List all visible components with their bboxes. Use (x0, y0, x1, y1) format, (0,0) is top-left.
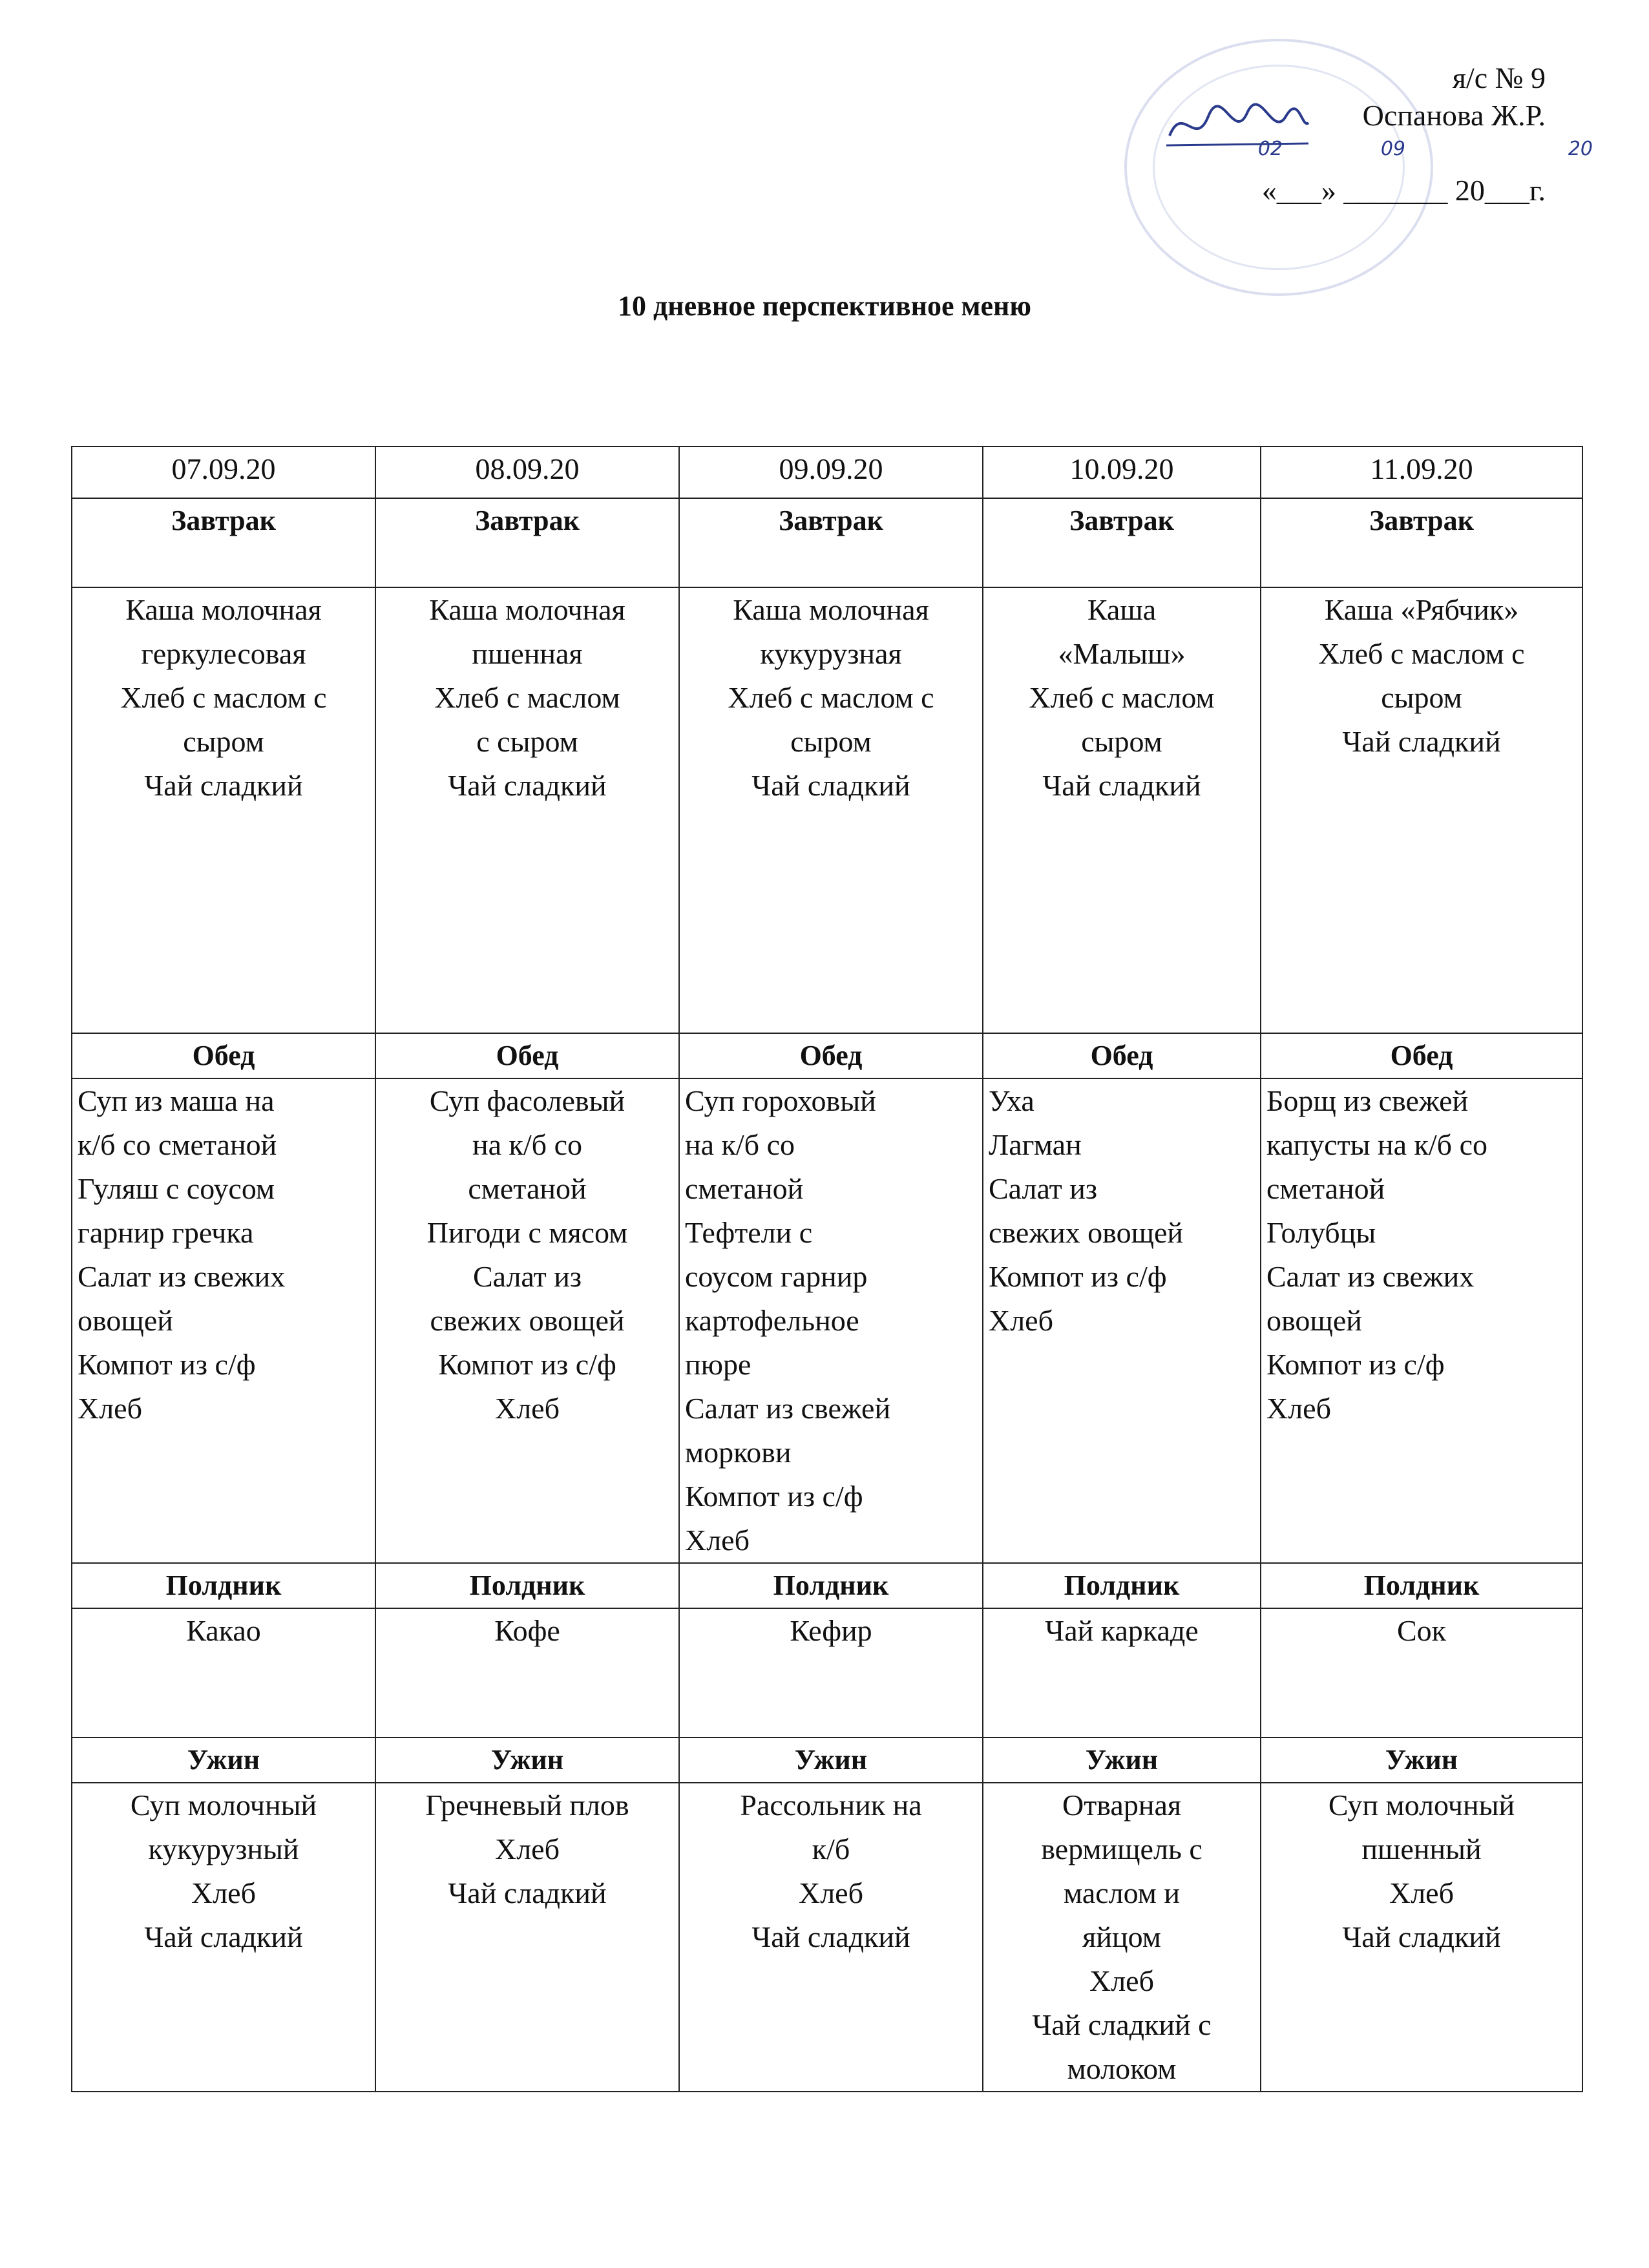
date-template: «___» _______ 20___г. (1261, 174, 1546, 207)
menu-item-line: Хлеб с маслом с (120, 681, 327, 714)
menu-item-line: Хлеб (1389, 1876, 1454, 1909)
date-cell: 09.09.20 (679, 446, 983, 498)
meal-heading: Обед (983, 1033, 1261, 1078)
handwritten-year: 20 (1568, 138, 1593, 160)
menu-item-line: моркови (685, 1436, 792, 1469)
menu-item-line: Компот из с/ф (1266, 1348, 1445, 1381)
menu-cell: Сок (1261, 1608, 1582, 1738)
menu-cell (983, 1078, 1261, 1563)
menu-item-line: Хлеб (989, 1304, 1053, 1337)
menu-item-line: Чай сладкий (1342, 1920, 1501, 1953)
menu-item-line: геркулесовая (141, 637, 306, 670)
menu-item-line: Суп молочный (130, 1789, 317, 1822)
menu-cell (1261, 587, 1582, 1033)
menu-cell (375, 587, 679, 1033)
snack-row (72, 1608, 1582, 1738)
page-title: 10 дневное перспективное меню (618, 290, 1031, 322)
menu-item-line: Салат из (472, 1260, 582, 1293)
menu-cell (72, 1783, 375, 2092)
menu-cell (375, 1078, 679, 1563)
menu-item-line: Чай сладкий (448, 769, 607, 802)
menu-item-line: сметаной (468, 1172, 587, 1205)
meal-heading: Обед (679, 1033, 983, 1078)
breakfast-header-row (72, 498, 1582, 587)
menu-item-line: Салат из (989, 1172, 1098, 1205)
menu-cell (679, 587, 983, 1033)
menu-item-line: сыром (1381, 681, 1462, 714)
meal-heading: Полдник (679, 1563, 983, 1608)
meal-heading: Завтрак (983, 498, 1261, 587)
handwritten-month: 09 (1380, 138, 1405, 160)
menu-item-line: молоком (1067, 2052, 1177, 2085)
menu-item-line: Салат из свежих (1266, 1260, 1475, 1293)
date-cell: 11.09.20 (1261, 446, 1582, 498)
menu-item-line: сметаной (1266, 1172, 1385, 1205)
menu-item-line: сыром (790, 725, 872, 758)
menu-item-line: Каша молочная (125, 593, 322, 626)
menu-cell (679, 1078, 983, 1563)
menu-item-line: Хлеб (78, 1392, 142, 1425)
date-cell: 10.09.20 (983, 446, 1261, 498)
menu-item-line: Уха (989, 1084, 1035, 1117)
menu-cell: Какао (72, 1608, 375, 1738)
menu-item-line: соусом гарнир (685, 1260, 868, 1293)
meal-heading: Обед (72, 1033, 375, 1078)
menu-item-line: Хлеб с маслом с (728, 681, 934, 714)
menu-item-line: овощей (1266, 1304, 1362, 1337)
menu-item-line: к/б (812, 1832, 850, 1865)
menu-item-line: Каша молочная (429, 593, 625, 626)
menu-item-line: Суп из маша на (78, 1084, 275, 1117)
breakfast-row (72, 587, 1582, 1033)
menu-item-line: сыром (183, 725, 264, 758)
meal-heading: Полдник (375, 1563, 679, 1608)
menu-item-line: Гуляш с соусом (78, 1172, 275, 1205)
lunch-header-row (72, 1033, 1582, 1078)
menu-item-line: Компот из с/ф (78, 1348, 256, 1381)
menu-item-line: Гречневый плов (425, 1789, 629, 1822)
menu-cell (375, 1783, 679, 2092)
menu-item-line: Чай сладкий (448, 1876, 607, 1909)
menu-cell (1261, 1078, 1582, 1563)
menu-item-line: Суп молочный (1328, 1789, 1515, 1822)
menu-item-line: Хлеб (685, 1524, 750, 1557)
date-cell: 08.09.20 (375, 446, 679, 498)
date-cell: 07.09.20 (72, 446, 375, 498)
menu-item-line: Суп гороховый (685, 1084, 876, 1117)
menu-item-line: Каша «Рябчик» (1324, 593, 1519, 626)
menu-item-line: Компот из с/ф (989, 1260, 1167, 1293)
menu-item-line: овощей (78, 1304, 173, 1337)
menu-item-line: Голубцы (1266, 1216, 1376, 1249)
menu-item-line: Пигоди с мясом (426, 1216, 628, 1249)
menu-cell (72, 587, 375, 1033)
menu-item-line: свежих овощей (430, 1304, 625, 1337)
menu-item-line: Тефтели с (685, 1216, 813, 1249)
menu-item-line: Компот из с/ф (438, 1348, 616, 1381)
menu-cell (983, 1783, 1261, 2092)
menu-item-line: Хлеб (495, 1392, 560, 1425)
menu-item-line: капусты на к/б со (1266, 1128, 1487, 1161)
meal-heading: Ужин (72, 1738, 375, 1783)
meal-heading: Ужин (375, 1738, 679, 1783)
meal-heading: Обед (1261, 1033, 1582, 1078)
handwritten-day: 02 (1257, 138, 1283, 160)
menu-item-line: вермищель с (1041, 1832, 1203, 1865)
menu-cell (1261, 1783, 1582, 2092)
menu-item-line: Каша (1087, 593, 1157, 626)
menu-item-line: кукурузная (760, 637, 902, 670)
meal-heading: Завтрак (679, 498, 983, 587)
meal-heading: Завтрак (1261, 498, 1582, 587)
menu-item-line: Хлеб (191, 1876, 256, 1909)
dinner-header-row (72, 1738, 1582, 1783)
meal-heading: Завтрак (375, 498, 679, 587)
menu-cell: Кефир (679, 1608, 983, 1738)
menu-item-line: на к/б со (472, 1128, 582, 1161)
menu-item-line: гарнир гречка (78, 1216, 254, 1249)
meal-heading: Полдник (983, 1563, 1261, 1608)
menu-item-line: Чай сладкий с (1032, 2008, 1212, 2041)
menu-cell (983, 587, 1261, 1033)
approval-date (1232, 134, 1593, 359)
menu-item-line: пшенная (472, 637, 583, 670)
menu-item-line: сметаной (685, 1172, 804, 1205)
menu-cell (679, 1783, 983, 2092)
menu-item-line: Каша молочная (733, 593, 929, 626)
menu-item-line: к/б со сметаной (78, 1128, 277, 1161)
menu-item-line: Хлеб (799, 1876, 863, 1909)
menu-item-line: Чай сладкий (751, 1920, 910, 1953)
menu-item-line: «Малыш» (1058, 637, 1186, 670)
menu-item-line: сыром (1081, 725, 1162, 758)
menu-cell: Чай каркаде (983, 1608, 1261, 1738)
meal-heading: Полдник (1261, 1563, 1582, 1608)
menu-item-line: пшенный (1361, 1832, 1482, 1865)
approver-name: Оспанова Ж.Р. (1362, 99, 1546, 132)
menu-item-line: Чай сладкий (144, 769, 303, 802)
menu-item-line: Отварная (1062, 1789, 1182, 1822)
menu-item-line: Хлеб с маслом (1029, 681, 1215, 714)
menu-item-line: Чай сладкий (1342, 725, 1501, 758)
meal-heading: Ужин (1261, 1738, 1582, 1783)
menu-item-line: Салат из свежей (685, 1392, 891, 1425)
meal-heading: Завтрак (72, 498, 375, 587)
dinner-row (72, 1783, 1582, 2092)
menu-table (71, 446, 1583, 2092)
menu-item-line: пюре (685, 1348, 751, 1381)
menu-item-line: Салат из свежих (78, 1260, 286, 1293)
meal-heading: Ужин (679, 1738, 983, 1783)
menu-item-line: Чай сладкий (1042, 769, 1201, 802)
menu-item-line: Чай сладкий (751, 769, 910, 802)
menu-item-line: Хлеб (495, 1832, 560, 1865)
menu-item-line: Рассольник на (740, 1789, 922, 1822)
meal-heading: Полдник (72, 1563, 375, 1608)
menu-item-line: Чай сладкий (144, 1920, 303, 1953)
menu-item-line: Хлеб (1089, 1964, 1154, 1997)
snack-header-row (72, 1563, 1582, 1608)
org-name: я/с № 9 (1452, 61, 1546, 94)
dates-row (72, 446, 1582, 498)
menu-item-line: Суп фасолевый (429, 1084, 625, 1117)
menu-item-line: яйцом (1082, 1920, 1161, 1953)
menu-item-line: кукурузный (148, 1832, 299, 1865)
menu-item-line: на к/б со (685, 1128, 795, 1161)
menu-item-line: Хлеб с маслом с (1318, 637, 1525, 670)
menu-cell: Кофе (375, 1608, 679, 1738)
lunch-row (72, 1078, 1582, 1563)
meal-heading: Обед (375, 1033, 679, 1078)
menu-cell (72, 1078, 375, 1563)
menu-item-line: с сыром (476, 725, 578, 758)
meal-heading: Ужин (983, 1738, 1261, 1783)
menu-item-line: свежих овощей (989, 1216, 1184, 1249)
menu-item-line: маслом и (1064, 1876, 1180, 1909)
menu-item-line: Борщ из свежей (1266, 1084, 1469, 1117)
menu-item-line: Лагман (989, 1128, 1082, 1161)
menu-item-line: Хлеб (1266, 1392, 1331, 1425)
menu-item-line: Компот из с/ф (685, 1480, 863, 1513)
menu-item-line: картофельное (685, 1304, 859, 1337)
menu-item-line: Хлеб с маслом (434, 681, 620, 714)
